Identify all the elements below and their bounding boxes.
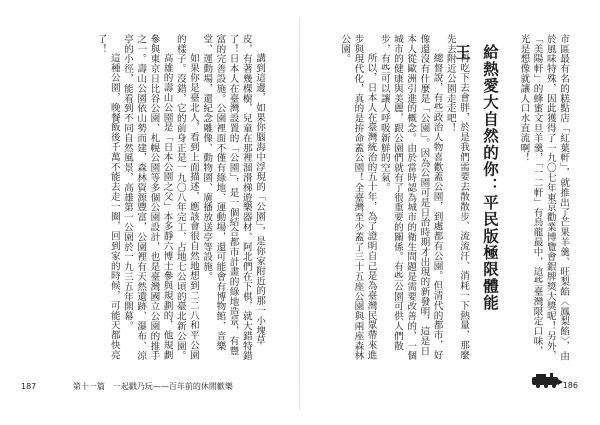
right-page-footer [563,381,578,390]
left-paragraph-1: 講到這邊，如果你腦海中浮現的「公園」，是你家附近的那一小塊草皮，有著幾棵樹，兒童在那裡溜滑梯遊樂器材、阿北們在下棋，就大錯特錯了！日本人在臺灣設置的「公園」，是一個結合都市計畫的綠地造景，有豐富的完善設施。公園裡面不僅有綠地、運動場，還可能會有博物館、音樂堂、運動場，還紀念雕像、動物園、廣播放送亭等設施。 [201,34,265,361]
right-intro-block [510,34,570,364]
right-page [300,0,600,425]
left-paragraph-3: 高雄的壽山公園是「日本公園之父」本多靜六博士參與規劃的，他規劃參與東京日比谷公園、札幌公園等多個公園設計，也是臺灣國立公園的推手之一。壽山公園依山勢而建，森林資源豐富，公園裡有天然遺跡、瀑布、涼亭的小徑，能看到不同自然風景，高雄第一公園於一九三五年開幕。 [121,34,173,361]
left-page-body [22,34,266,364]
left-paragraph-2: 如果你是臺北人，看到上面描述，應該會很自然地想到二二八和平公園的樣子。沒錯，它的前身正是一九〇八年完工，占地七公頃的臺北新公園。 [174,34,199,361]
left-paragraph-4: 這種公園，晚餐飯後千萬不能去走一圈，回到家的時候，可能天都快亮了！ [95,34,120,361]
train-ornament-icon [530,371,564,389]
right-paragraph-1: 再吃下去會胖，於是我們需要去散散步、流流汗、消耗一下熱量，那麼先去附近公園走走吧！ [444,34,469,361]
left-page-number: 187 [21,382,37,391]
right-paragraph-2: 總督說，有些政治人物喜歡蓋公園，到處都有公園。但清代的都市，好像還沒有什麼是「公園」。因為公園可是日治時期才出現的新發明，這是日本人從歐洲引進的概念。由於當時認為城市的衛生問題是需要改善的，一個城市的健康與美麗，跟公園們就有了很重要的關係。有些公園可供人們散步，有些可以讓人呼吸新鮮的空氣。 [378,34,443,361]
section-heading: 給熱愛大自然的你：平民版極限體能王 [453,44,499,312]
running-title: 第十一篇 一起戳乃玩——百年前的休閒歡樂 [72,382,233,391]
right-intro-paragraph: 市區最有名的糕點店「紅葉軒」，就推出了芒果羊羹、旺梨餡〈鳳梨餡〉，由於風味特殊，因此獲得了一九〇七年東京勸業博覽會銀牌獎大獎呢！另外，「美陽軒」的蜂蜜文旦羊羹，「一二軒」有烏龍最中，這些臺灣限定口味，光是想像就讓人口水直流啊！ [518,34,569,361]
right-page-number: 186 [562,381,578,390]
left-page-footer [21,381,233,392]
right-page-body [328,34,470,364]
right-paragraph-3: 所以，日本人在臺灣統治的五十年，為了證明自己是為臺灣民眾帶來進步與現代化，真的是拚命蓋公園！全臺灣至少蓋了三十五座公園與兩座森林公園。 [339,34,377,361]
